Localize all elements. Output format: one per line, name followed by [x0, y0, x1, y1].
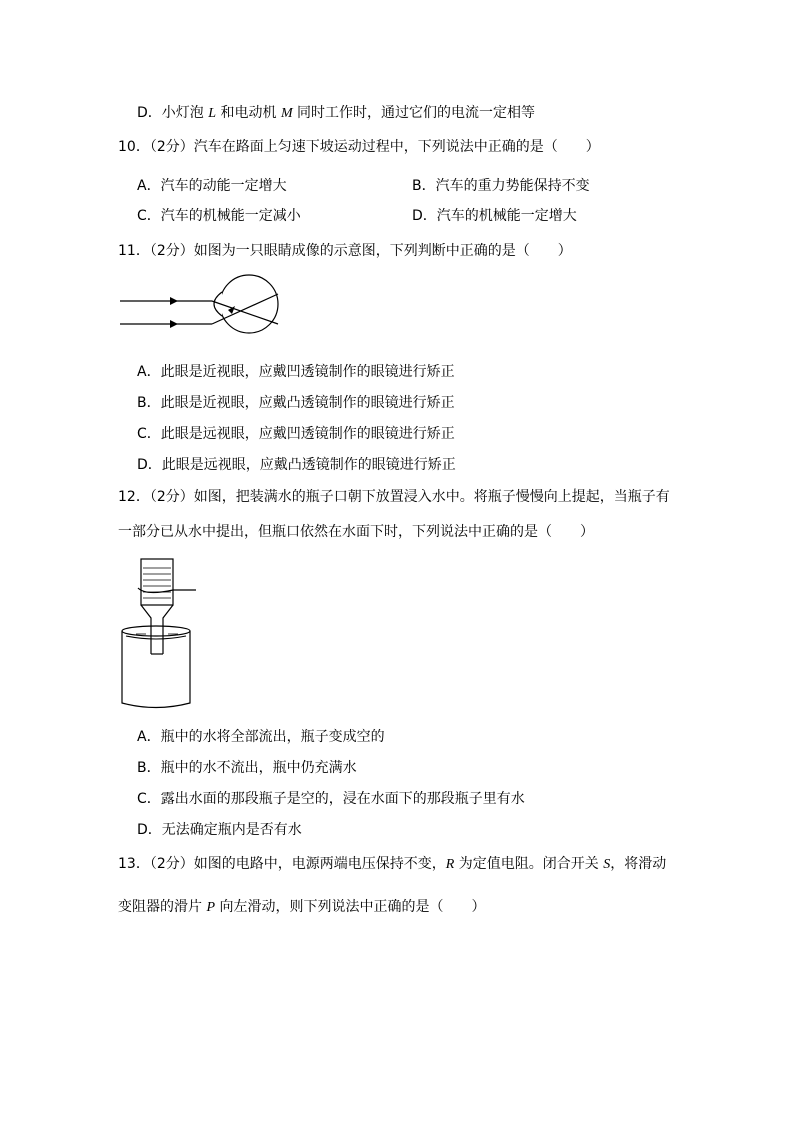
- q9-option-d-mid: 和电动机: [216, 105, 281, 121]
- eye-diagram: [118, 272, 288, 334]
- q13-var-p: P: [206, 900, 216, 915]
- q9-var-l: L: [208, 106, 217, 121]
- bottle-scale: [143, 568, 171, 598]
- q11-option-d: D．此眼是远视眼，应戴凸透镜制作的眼镜进行矫正: [137, 457, 456, 473]
- q10-option-b: B．汽车的重力势能保持不变: [412, 178, 590, 194]
- q13-line2-suffix: 向左滑动，则下列说法中正确的是（ ）: [215, 899, 486, 915]
- q10-stem: 10．（2分）汽车在路面上匀速下坡运动过程中，下列说法中正确的是（ ）: [118, 139, 600, 155]
- q11-option-a: A．此眼是近视眼，应戴凹透镜制作的眼镜进行矫正: [137, 364, 455, 380]
- q12-option-b: B．瓶中的水不流出，瓶中仍充满水: [137, 760, 357, 776]
- q12-stem-line2: 一部分已从水中提出，但瓶口依然在水面下时，下列说法中正确的是（ ）: [118, 524, 594, 540]
- q11-stem: 11．（2分）如图为一只眼睛成像的示意图，下列判断中正确的是（ ）: [118, 243, 572, 259]
- beaker-rim: [122, 626, 190, 636]
- bottle-diagram: [116, 556, 202, 712]
- q12-option-c: C．露出水面的那段瓶子是空的，浸在水面下的那段瓶子里有水: [137, 791, 525, 807]
- q9-option-d-prefix: D．小灯泡: [137, 105, 209, 121]
- ray-top-arrow: [170, 297, 178, 305]
- q9-option-d-suffix: 同时工作时，通过它们的电流一定相等: [292, 105, 536, 121]
- ray-bottom-arrow: [170, 320, 178, 328]
- q13-var-s: S: [603, 857, 611, 872]
- q12-stem-line1: 12．（2分）如图，把装满水的瓶子口朝下放置浸入水中。将瓶子慢慢向上提起，当瓶子有: [118, 489, 670, 505]
- q13-line1-suffix: ，将滑动: [610, 856, 667, 872]
- q9-option-d: [137, 104, 535, 123]
- q10-option-a: A．汽车的动能一定增大: [137, 178, 287, 194]
- q13-line1-mid: 为定值电阻。闭合开关: [454, 856, 604, 872]
- q10-option-c: C．汽车的机械能一定减小: [137, 208, 301, 224]
- q13-var-r: R: [445, 857, 455, 872]
- q10-option-d: D．汽车的机械能一定增大: [412, 208, 577, 224]
- q13-line2-prefix: 变阻器的滑片: [118, 899, 207, 915]
- eyeball-circle: [220, 275, 278, 333]
- q13-line1-prefix: 13．（2分）如图的电路中，电源两端电压保持不变，: [118, 856, 446, 872]
- q12-option-d: D．无法确定瓶内是否有水: [137, 822, 302, 838]
- bottle-neck: [141, 605, 173, 654]
- beaker-wall: [122, 631, 190, 708]
- q12-option-a: A．瓶中的水将全部流出，瓶子变成空的: [137, 729, 385, 745]
- q11-option-c: C．此眼是远视眼，应戴凹透镜制作的眼镜进行矫正: [137, 426, 455, 442]
- q11-option-b: B．此眼是近视眼，应戴凸透镜制作的眼镜进行矫正: [137, 395, 455, 411]
- q13-stem-line1: [118, 855, 666, 874]
- q13-stem-line2: [118, 898, 485, 917]
- q9-var-m: M: [280, 106, 293, 121]
